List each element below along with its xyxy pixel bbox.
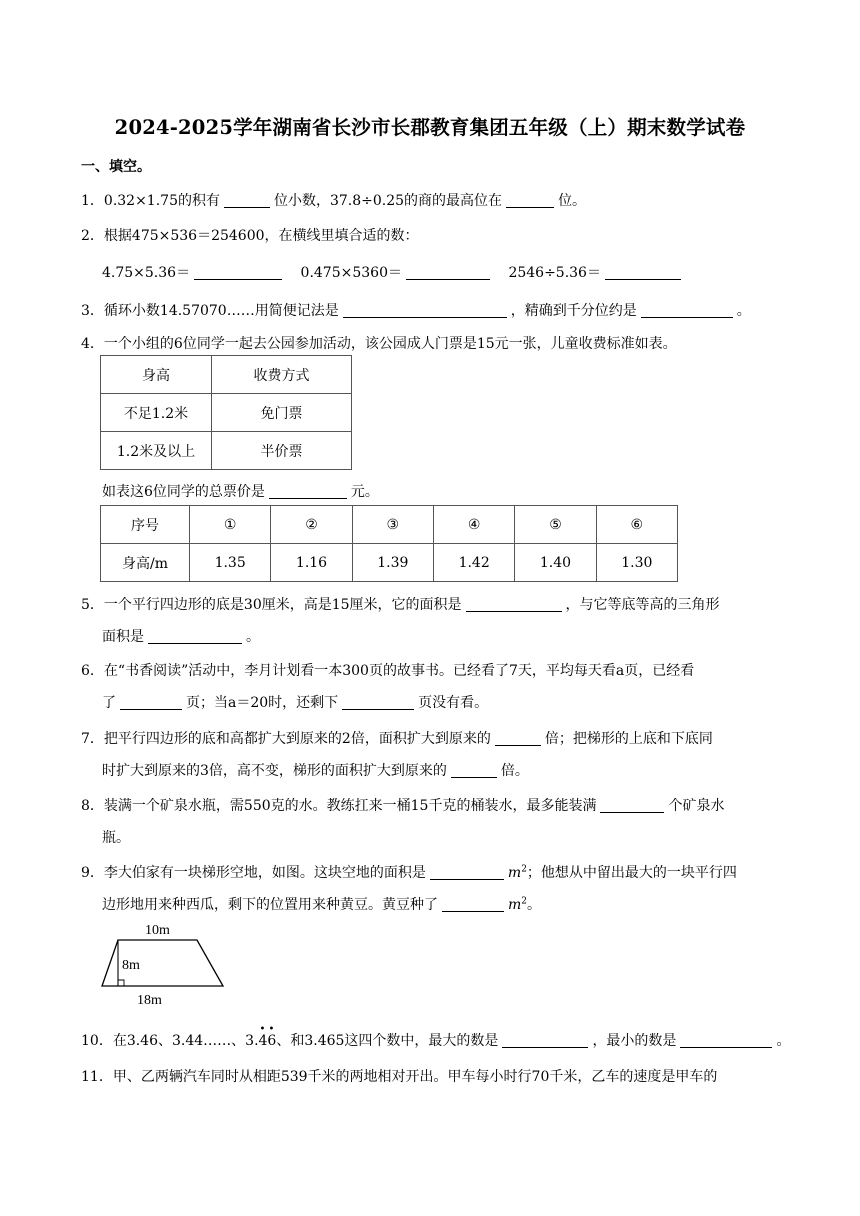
top-base-label: 10m — [145, 923, 170, 938]
table-row-label: 身高/m — [101, 544, 190, 582]
question-2: 2．根据475×536＝254600，在横线里填合适的数： — [81, 228, 419, 244]
question-7-cont: 时扩大到原来的3倍，高不变，梯形的面积扩大到原来的 倍。 — [102, 763, 529, 779]
table-header: 身高 — [101, 356, 212, 394]
table-cell: 不足1.2米 — [101, 394, 212, 432]
answer-blank[interactable] — [224, 193, 270, 208]
fee-table — [100, 355, 352, 470]
table-cell: 半价票 — [212, 432, 352, 470]
table-header: 收费方式 — [212, 356, 352, 394]
question-8-cont: 瓶。 — [102, 830, 130, 846]
question-10: 10．在3.46、3.44……、3. • • 46、和3.465这四个数中，最大的数是 ，最小的数是 。 — [81, 1024, 791, 1049]
answer-blank[interactable] — [194, 265, 282, 280]
answer-blank[interactable] — [600, 798, 664, 813]
table-header: ⑤ — [515, 506, 596, 544]
table-cell: 1.30 — [596, 544, 677, 582]
answer-blank[interactable] — [466, 597, 562, 612]
height-table — [100, 505, 678, 582]
question-6-cont: 了 页；当a＝20时，还剩下 页没有看。 — [102, 695, 489, 711]
table-cell: 1.16 — [271, 544, 352, 582]
question-3: 3．循环小数14.57070……用简便记法是 ，精确到千分位约是 。 — [81, 303, 751, 319]
question-7: 7．把平行四边形的底和高都扩大到原来的2倍，面积扩大到原来的 倍；把梯形的上底和下底同 — [81, 731, 713, 747]
answer-blank[interactable] — [342, 695, 414, 710]
question-4-total: 如表这6位同学的总票价是 元。 — [102, 484, 379, 500]
page-title: 2024-2025学年湖南省长沙市长郡教育集团五年级（上）期末数学试卷 — [114, 116, 746, 139]
table-cell: 1.42 — [433, 544, 514, 582]
question-5-cont: 面积是 。 — [102, 629, 260, 645]
bottom-base-label: 18m — [137, 993, 162, 1008]
table-header: ④ — [433, 506, 514, 544]
section-heading: 一、填空。 — [81, 159, 151, 175]
repeating-digits: • • 46 — [258, 1024, 277, 1049]
question-6: 6．在“书香阅读”活动中，李月计划看一本300页的故事书。已经看了7天，平均每天看a页，已经看 — [81, 663, 695, 679]
question-9-cont: 边形地用来种西瓜，剩下的位置用来种黄豆。黄豆种了 $m^2$。 — [102, 896, 542, 913]
answer-blank[interactable] — [269, 484, 347, 499]
question-2-expressions: 4.75×5.36＝ 0.475×5360＝ 2546÷5.36＝ — [102, 262, 685, 282]
table-header: 序号 — [101, 506, 190, 544]
table-cell: 1.2米及以上 — [101, 432, 212, 470]
answer-blank[interactable] — [502, 1033, 588, 1048]
answer-blank[interactable] — [506, 193, 554, 208]
answer-blank[interactable] — [430, 865, 504, 880]
table-cell: 免门票 — [212, 394, 352, 432]
table-header: ② — [271, 506, 352, 544]
question-1: 1．0.32×1.75的积有 位小数，37.8÷0.25的商的最高位在 位。 — [81, 193, 587, 209]
table-header: ① — [190, 506, 271, 544]
question-11: 11．甲、乙两辆汽车同时从相距539千米的两地相对开出。甲车每小时行70千米，乙车的速度是甲车的 — [81, 1069, 718, 1085]
answer-blank[interactable] — [343, 303, 507, 318]
question-5: 5．一个平行四边形的底是30厘米，高是15厘米，它的面积是 ，与它等底等高的三角形 — [81, 597, 720, 613]
table-cell: 1.39 — [352, 544, 433, 582]
table-cell: 1.40 — [515, 544, 596, 582]
height-label: 8m — [122, 958, 140, 973]
right-angle-mark — [118, 980, 124, 986]
answer-blank[interactable] — [680, 1033, 772, 1048]
question-4: 4．一个小组的6位同学一起去公园参加活动，该公园成人门票是15元一张，儿童收费标准如表。 — [81, 336, 677, 352]
answer-blank[interactable] — [605, 265, 681, 280]
answer-blank[interactable] — [641, 303, 733, 318]
answer-blank[interactable] — [442, 897, 504, 912]
trapezoid-shape — [102, 940, 223, 986]
table-header: ③ — [352, 506, 433, 544]
trapezoid-figure — [97, 920, 232, 1010]
answer-blank[interactable] — [148, 629, 242, 644]
question-9: 9．李大伯家有一块梯形空地，如图。这块空地的面积是 $m^2$；他想从中留出最大的一块平行四 — [81, 864, 737, 881]
answer-blank[interactable] — [406, 265, 490, 280]
answer-blank[interactable] — [495, 731, 541, 746]
answer-blank[interactable] — [451, 763, 497, 778]
question-8: 8．装满一个矿泉水瓶，需550克的水。教练扛来一桶15千克的桶装水，最多能装满 个矿泉水 — [81, 798, 725, 814]
table-cell: 1.35 — [190, 544, 271, 582]
table-header: ⑥ — [596, 506, 677, 544]
answer-blank[interactable] — [120, 695, 182, 710]
